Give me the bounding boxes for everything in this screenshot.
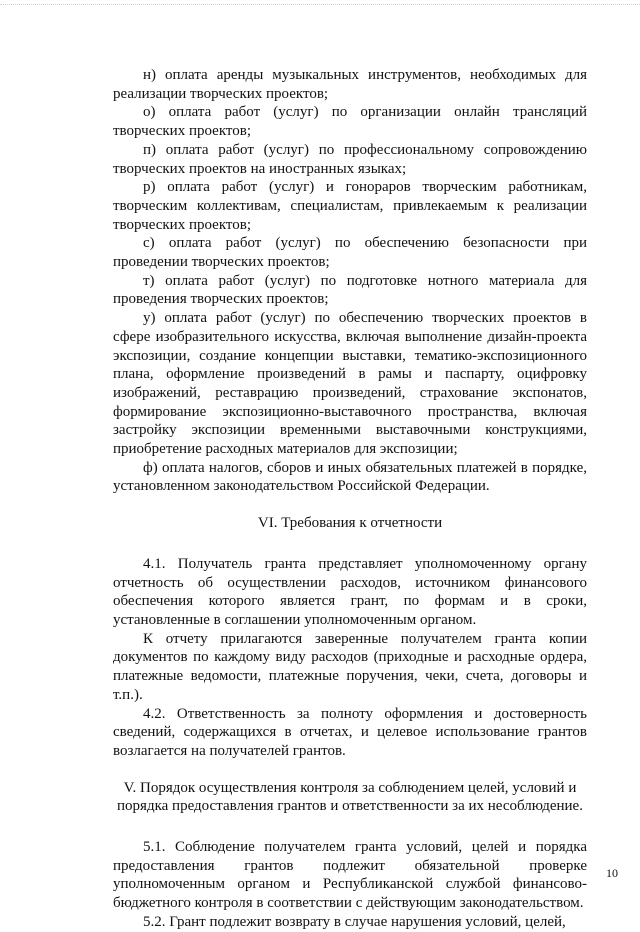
scan-artifact-line xyxy=(0,4,640,9)
paragraph: 4.2. Ответственность за полноту оформления и достоверность сведений, содержащихся в отчетах, и целевое использование грантов возлагается на получателей грантов. xyxy=(113,705,587,759)
section-heading-line: порядка предоставления грантов и ответственности за их несоблюдение. xyxy=(117,798,583,815)
paragraph: 5.1. Соблюдение получателем гранта условий, целей и порядка предоставления грантов подлежит обязательной проверке уполномоченным органом и Республиканской службой финансово-бюджетного контроля в соответствии с действующим законодательством. xyxy=(113,839,587,912)
list-item: ф) оплата налогов, сборов и иных обязательных платежей в порядке, установленном законодательством Российской Федерации. xyxy=(113,459,587,495)
list-item: н) оплата аренды музыкальных инструментов, необходимых для реализации творческих проектов; xyxy=(113,67,587,102)
paragraph: К отчету прилагаются заверенные получателем гранта копии документов по каждому виду расходов (приходные и расходные ордера, платежные ведомости, платежные поручения, чеки, счета, договоры и т.п.). xyxy=(113,630,587,703)
control-section xyxy=(113,838,587,932)
list-item: п) оплата работ (услуг) по профессиональному сопровождению творческих проектов на иностранных языках; xyxy=(113,141,587,177)
list-item: у) оплата работ (услуг) по обеспечению творческих проектов в сфере изобразительного искусства, включая выполнение дизайн-проекта экспозиции, создание концепции выставки, тематико-экспозиционного плана, оформление произведений в рамы и паспарту, оцифровку изображений, реставрацию произведений, страхование экспонатов, формирование экспозиционно-выставочного пространства, включая застройку экспозиции временными выставочными конструкциями, приобретение расходных материалов для экспозиции; xyxy=(113,310,587,458)
paragraph: 5.2. Грант подлежит возврату в случае нарушения условий, целей, xyxy=(143,913,566,930)
paragraph: 4.1. Получатель гранта представляет уполномоченному органу отчетность об осуществлении расходов, источником финансового обеспечения которого является грант, по формам и в сроки, установленные в соглашении уполномоченным органом. xyxy=(113,555,587,628)
list-item: о) оплата работ (услуг) по организации онлайн трансляций творческих проектов; xyxy=(113,104,587,140)
section-heading-control xyxy=(113,779,587,816)
list-item: р) оплата работ (услуг) и гонораров творческим работникам, творческим коллективам, специалистам, привлекаемым к реализации творческих проектов; xyxy=(113,179,587,233)
list-item: т) оплата работ (услуг) по подготовке нотного материала для проведения творческих проектов; xyxy=(113,272,587,308)
document-page xyxy=(113,66,587,932)
section-heading-line: V. Порядок осуществления контроля за соблюдением целей, условий и xyxy=(123,779,577,796)
expense-list xyxy=(113,66,587,496)
list-item: с) оплата работ (услуг) по обеспечению безопасности при проведении творческих проектов; xyxy=(113,235,587,271)
reporting-section xyxy=(113,555,587,761)
page-number: 10 xyxy=(606,866,618,880)
section-heading-reporting: VI. Требования к отчетности xyxy=(257,515,443,532)
